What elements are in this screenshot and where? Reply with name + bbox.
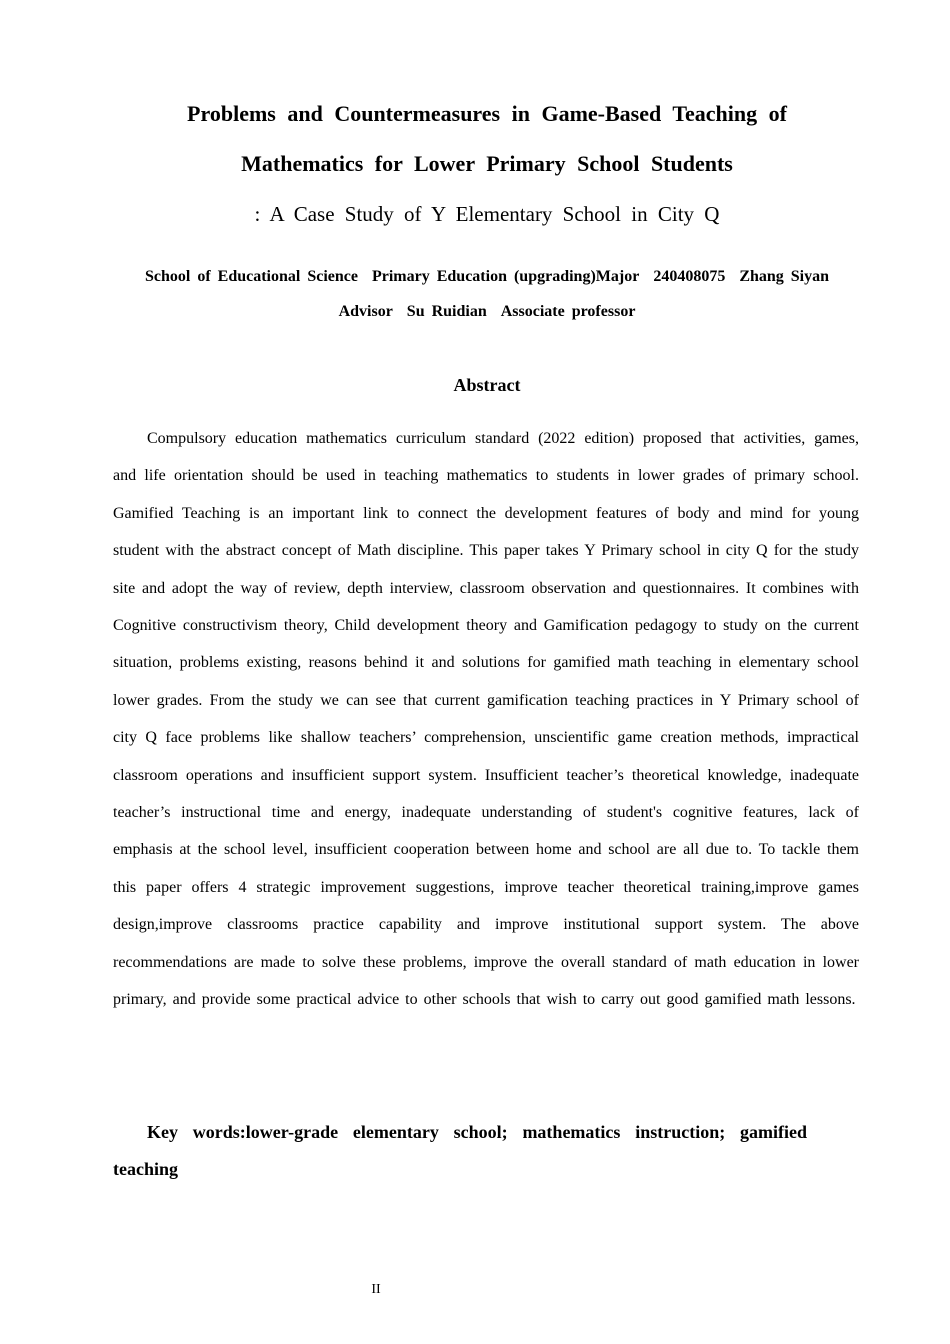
keywords-text: lower-grade elementary school; mathematics instruction; gamified teaching	[113, 1122, 807, 1179]
author-info-line	[0, 268, 950, 286]
student-id: 240408075	[653, 268, 726, 285]
author-name: Zhang Siyan	[739, 268, 830, 285]
keywords-label: Key words:	[147, 1122, 246, 1142]
advisor-title: Associate professor	[500, 303, 636, 320]
abstract-body: Compulsory education mathematics curriculum standard (2022 edition) proposed that activities, games, and life orientation should be used in teaching mathematics to students in lower grades of primary school. Gamified Teaching is an important link to connect the development features of body and mind for young student with the abstract concept of Math discipline. This paper takes Y Primary school in city Q for the study site and adopt the way of review, depth interview, classroom observation and questionnaires. It combines with Cognitive constructivism theory, Child development theory and Gamification pedagogy to study on the current situation, problems existing, reasons behind it and solutions for gamified math teaching in elementary school lower grades. From the study we can see that current gamification teaching practices in Y Primary school of city Q face problems like shallow teachers’ comprehension, unscientific game creation methods, impractical classroom operations and insufficient support system. Insufficient teacher’s theoretical knowledge, inadequate teacher’s instructional time and energy, inadequate understanding of student's cognitive features, lack of emphasis at the school level, insufficient cooperation between home and school are all due to. To tackle them this paper offers 4 strategic improvement suggestions, improve teacher theoretical training,improve games design,improve classrooms practice capability and improve institutional support system. The above recommendations are made to solve these problems, improve the overall standard of math education in lower primary, and provide some practical advice to other schools that wish to carry out good gamified math lessons.	[113, 430, 859, 1009]
title-line-1: Problems and Countermeasures in Game-Based Teaching of	[187, 101, 787, 126]
keywords	[113, 1114, 807, 1188]
advisor-info-line	[0, 303, 950, 321]
advisor-name: Su Ruidian	[406, 303, 487, 320]
page-number: II	[371, 1282, 381, 1297]
major-name: Primary Education (upgrading)Major	[371, 268, 640, 285]
abstract-heading: Abstract	[453, 375, 521, 395]
advisor-label: Advisor	[338, 303, 393, 320]
subtitle: : A Case Study of Y Elementary School in City Q	[254, 202, 720, 226]
school-name: School of Educational Science	[144, 268, 358, 285]
title-line-2: Mathematics for Lower Primary School Students	[241, 151, 733, 176]
